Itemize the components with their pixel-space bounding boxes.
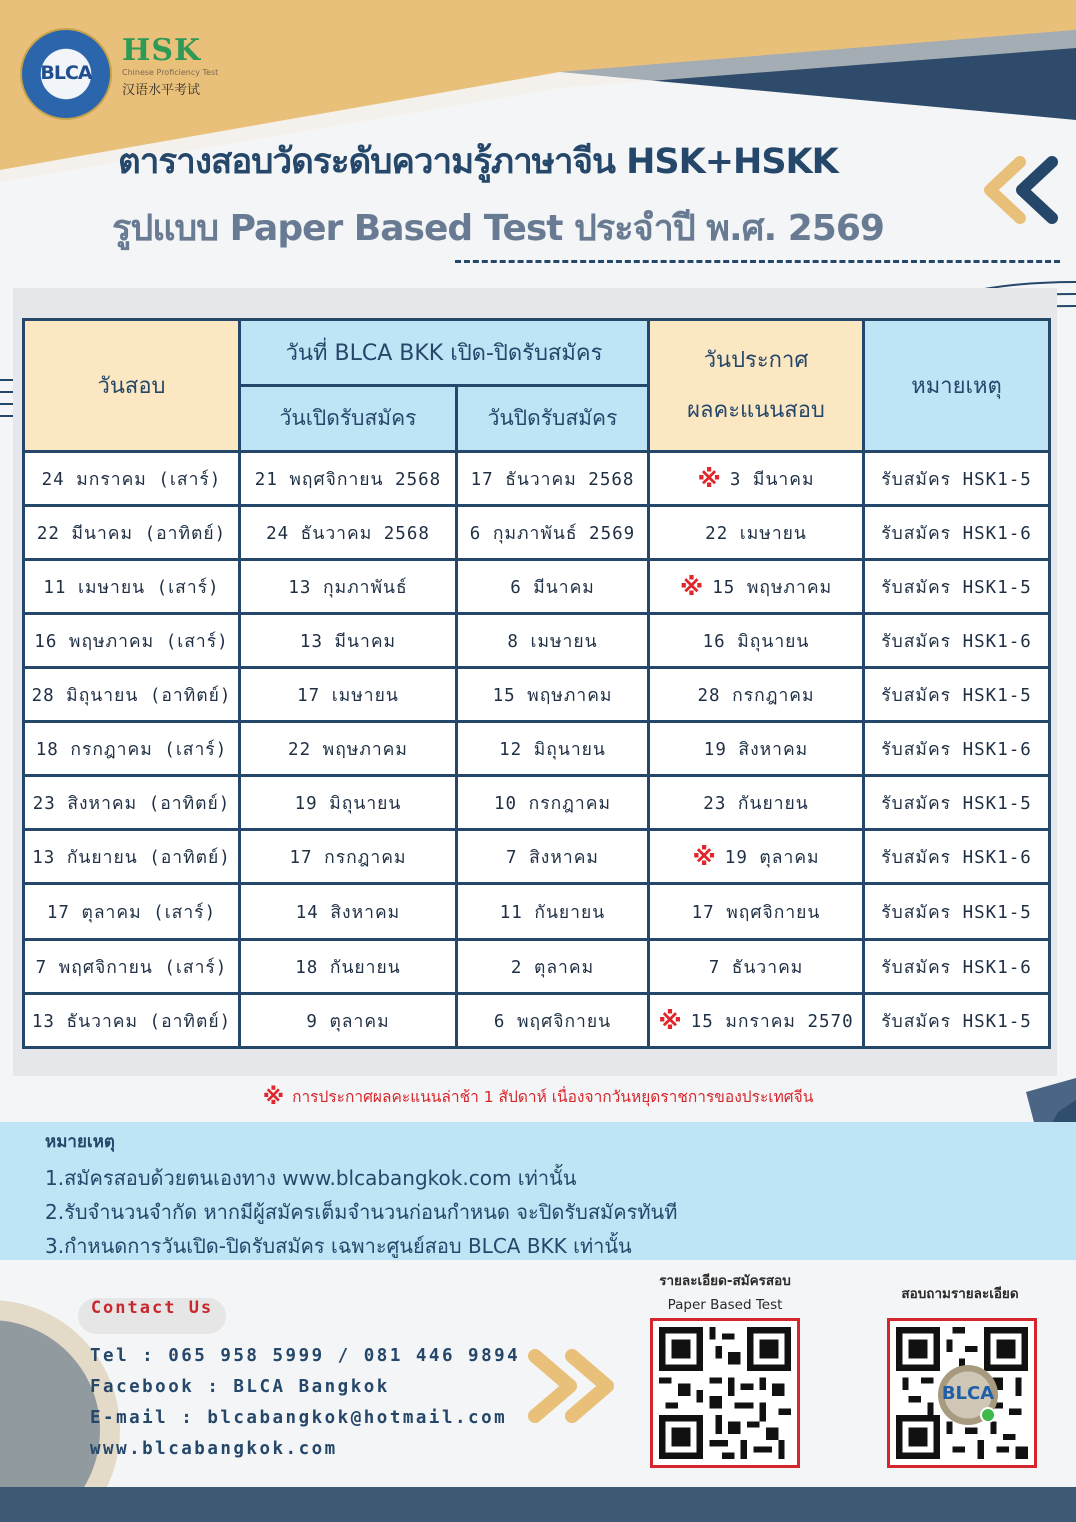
header-close-date: วันปิดรับสมัคร [457, 386, 649, 452]
note-item: 2.รับจำนวนจำกัด หากมีผู้สมัครเต็มจำนวนก่อนกำหนด จะปิดรับสมัครทันที [45, 1200, 678, 1224]
table-row [24, 452, 1050, 506]
header-result-line1: วันประกาศ [703, 347, 809, 373]
contact-email[interactable]: E-mail : blcabangkok@hotmail.com [90, 1408, 508, 1428]
cell-result-date [649, 994, 864, 1048]
cell-exam-date: 11 เมษายน (เสาร์) [24, 560, 240, 614]
header-remark: หมายเหตุ [864, 320, 1050, 452]
cell-exam-date: 16 พฤษภาคม (เสาร์) [24, 614, 240, 668]
hsk-logo-word: HSK [122, 33, 202, 68]
blca-badge-text: BLCA [941, 1383, 995, 1404]
result-date-text: 19 ตุลาคม [724, 847, 820, 868]
cell-remark: รับสมัคร HSK1-6 [864, 830, 1050, 884]
blca-logo-text: BLCA [40, 62, 92, 84]
cell-result-date [649, 506, 864, 560]
cell-close-date: 8 เมษายน [457, 614, 649, 668]
contact-us-badge [78, 1298, 226, 1334]
cell-close-date: 10 กรกฎาคม [457, 776, 649, 830]
cell-result-date [649, 722, 864, 776]
cell-open-date: 18 กันยายน [240, 940, 457, 994]
cell-close-date: 6 พฤศจิกายน [457, 994, 649, 1048]
cell-close-date: 7 สิงหาคม [457, 830, 649, 884]
cell-remark: รับสมัคร HSK1-6 [864, 722, 1050, 776]
inquiry-qr-caption: สอบถามรายละเอียด [901, 1286, 1019, 1302]
cell-exam-date: 22 มีนาคม (อาทิตย์) [24, 506, 240, 560]
delay-mark-icon: ※ [658, 1006, 683, 1035]
result-date-text: 19 สิงหาคม [703, 739, 809, 760]
contact-phone[interactable]: Tel : 065 958 5999 / 081 446 9894 [90, 1346, 521, 1366]
table-row [24, 668, 1050, 722]
note-item: 3.กำหนดการวันเปิด-ปิดรับสมัคร เฉพาะศูนย์สอบ BLCA BKK เท่านั้น [45, 1234, 632, 1258]
cell-open-date: 14 สิงหาคม [240, 884, 457, 940]
register-qr-caption-line1: รายละเอียด-สมัครสอบ [659, 1273, 791, 1289]
result-date-text: 17 พฤศจิกายน [691, 902, 821, 923]
cell-remark: รับสมัคร HSK1-5 [864, 668, 1050, 722]
header-registration-group: วันที่ BLCA BKK เปิด-ปิดรับสมัคร [240, 320, 649, 386]
register-qr-code[interactable] [650, 1318, 800, 1468]
chevron-right-icon [535, 1356, 607, 1416]
cell-open-date: 17 กรกฎาคม [240, 830, 457, 884]
line-app-icon [980, 1407, 996, 1423]
result-date-text: 15 พฤษภาคม [712, 577, 833, 598]
cell-close-date: 6 มีนาคม [457, 560, 649, 614]
cell-remark: รับสมัคร HSK1-6 [864, 940, 1050, 994]
cell-exam-date: 18 กรกฎาคม (เสาร์) [24, 722, 240, 776]
cell-remark: รับสมัคร HSK1-6 [864, 506, 1050, 560]
header-open-date: วันเปิดรับสมัคร [240, 386, 457, 452]
cell-close-date: 2 ตุลาคม [457, 940, 649, 994]
inquiry-qr-code[interactable] [887, 1318, 1037, 1468]
cell-open-date: 21 พฤศจิกายน 2568 [240, 452, 457, 506]
table-row [24, 776, 1050, 830]
cell-close-date: 6 กุมภาพันธ์ 2569 [457, 506, 649, 560]
cell-open-date: 19 มิถุนายน [240, 776, 457, 830]
hsk-logo-subtitle: Chinese Proficiency Test [122, 68, 219, 77]
cell-remark: รับสมัคร HSK1-6 [864, 614, 1050, 668]
cell-open-date: 9 ตุลาคม [240, 994, 457, 1048]
cell-result-date [649, 560, 864, 614]
result-date-text: 7 ธันวาคม [708, 957, 804, 978]
cell-remark: รับสมัคร HSK1-5 [864, 776, 1050, 830]
delay-mark-icon: ※ [692, 842, 717, 871]
cell-close-date: 11 กันยายน [457, 884, 649, 940]
cell-result-date [649, 884, 864, 940]
bottom-bar [0, 1487, 1076, 1522]
table-row [24, 830, 1050, 884]
cell-remark: รับสมัคร HSK1-5 [864, 884, 1050, 940]
chevron-left-icon [990, 162, 1052, 218]
cell-close-date: 17 ธันวาคม 2568 [457, 452, 649, 506]
hsk-logo-chinese: 汉语水平考试 [122, 83, 201, 98]
cell-exam-date: 28 มิถุนายน (อาทิตย์) [24, 668, 240, 722]
contact-facebook[interactable]: Facebook : BLCA Bangkok [90, 1377, 390, 1397]
result-date-text: 16 มิถุนายน [702, 631, 810, 652]
cell-remark: รับสมัคร HSK1-5 [864, 452, 1050, 506]
delay-mark-icon: ※ [697, 464, 722, 493]
header-result-date [649, 320, 864, 452]
cell-remark: รับสมัคร HSK1-5 [864, 560, 1050, 614]
blca-logo [20, 28, 112, 120]
hsk-logo [122, 33, 232, 98]
contact-us-label: Contact Us [90, 1298, 214, 1318]
table-row [24, 560, 1050, 614]
header-result-line2: ผลคะแนนสอบ [687, 397, 825, 423]
note-item: 1.สมัครสอบด้วยตนเองทาง www.blcabangkok.com เท่านั้น [45, 1166, 577, 1190]
cell-remark: รับสมัคร HSK1-5 [864, 994, 1050, 1048]
cell-close-date: 15 พฤษภาคม [457, 668, 649, 722]
table-row [24, 506, 1050, 560]
cell-exam-date: 17 ตุลาคม (เสาร์) [24, 884, 240, 940]
cell-result-date [649, 776, 864, 830]
table-row [24, 884, 1050, 940]
cell-close-date: 12 มิถุนายน [457, 722, 649, 776]
contact-website[interactable]: www.blcabangkok.com [90, 1439, 338, 1459]
cell-exam-date: 13 ธันวาคม (อาทิตย์) [24, 994, 240, 1048]
table-row [24, 994, 1050, 1048]
header-exam-date: วันสอบ [24, 320, 240, 452]
schedule-rows [24, 452, 1050, 1048]
cell-open-date: 24 ธันวาคม 2568 [240, 506, 457, 560]
delay-mark-icon: ※ [679, 572, 705, 601]
table-row [24, 722, 1050, 776]
cell-open-date: 17 เมษายน [240, 668, 457, 722]
result-date-text: 3 มีนาคม [729, 469, 815, 490]
contact-details [90, 1346, 520, 1470]
table-row [24, 614, 1050, 668]
footnote-text: การประกาศผลคะแนนล่าช้า 1 สัปดาห์ เนื่องจากวันหยุดราชการของประเทศจีน [292, 1088, 814, 1106]
cell-exam-date: 7 พฤศจิกายน (เสาร์) [24, 940, 240, 994]
page-subtitle: รูปแบบ Paper Based Test ประจำปี พ.ศ. 2569 [112, 208, 884, 249]
exam-schedule-table [22, 318, 1051, 1049]
cell-open-date: 13 มีนาคม [240, 614, 457, 668]
cell-result-date [649, 940, 864, 994]
footnote-mark-icon: ※ [262, 1085, 285, 1110]
cell-exam-date: 13 กันยายน (อาทิตย์) [24, 830, 240, 884]
result-date-text: 23 กันยายน [703, 793, 809, 814]
register-qr-caption [620, 1269, 830, 1313]
result-date-text: 28 กรกฎาคม [697, 685, 815, 706]
cell-exam-date: 24 มกราคม (เสาร์) [24, 452, 240, 506]
blca-badge-icon [938, 1365, 998, 1425]
register-qr-caption-line2: Paper Based Test [667, 1297, 783, 1313]
table-row [24, 940, 1050, 994]
page-title: ตารางสอบวัดระดับความรู้ภาษาจีน HSK+HSKK [118, 142, 838, 182]
cell-result-date [649, 452, 864, 506]
notes-panel [0, 1122, 1076, 1260]
result-date-text: 22 เมษายน [705, 523, 807, 544]
cell-result-date [649, 614, 864, 668]
title-divider [455, 260, 1060, 263]
notes-heading: หมายเหตุ [45, 1132, 115, 1152]
cell-result-date [649, 668, 864, 722]
cell-result-date [649, 830, 864, 884]
qr-code-icon [659, 1327, 791, 1459]
cell-exam-date: 23 สิงหาคม (อาทิตย์) [24, 776, 240, 830]
cell-open-date: 22 พฤษภาคม [240, 722, 457, 776]
result-date-text: 15 มกราคม 2570 [690, 1011, 854, 1032]
delay-footnote [0, 1084, 1076, 1110]
cell-open-date: 13 กุมภาพันธ์ [240, 560, 457, 614]
